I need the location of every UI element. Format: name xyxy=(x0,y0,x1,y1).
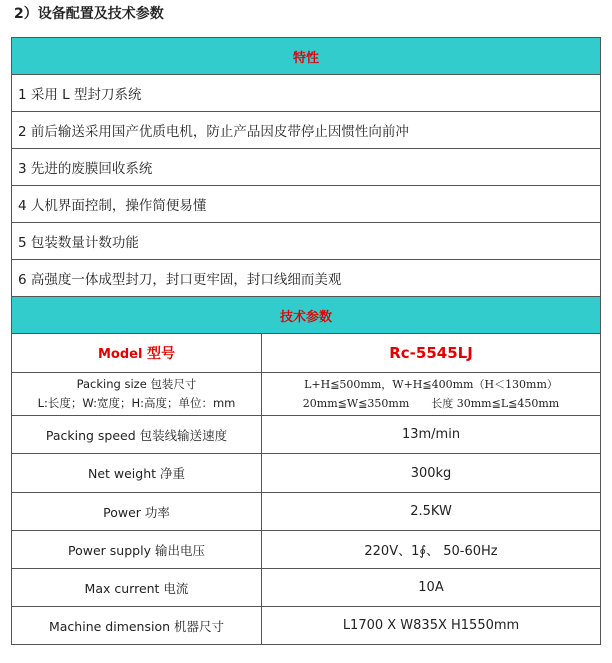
spec-value: 13m/min xyxy=(262,416,601,454)
feature-item: 6 高强度一体成型封刀，封口更牢固，封口线细而美观 xyxy=(12,260,601,297)
feature-row xyxy=(12,112,601,149)
specs-header-row xyxy=(12,297,601,334)
spec-label: Max current 电流 xyxy=(12,569,262,607)
feature-item: 1 采用 L 型封刀系统 xyxy=(12,75,601,112)
model-label-cn: 型号 xyxy=(146,346,175,362)
feature-item: 3 先进的废膜回收系统 xyxy=(12,149,601,186)
section-heading: 2）设备配置及技术参数 xyxy=(14,6,164,22)
packing-size-label-line2: L:长度；W:宽度；H:高度；单位：mm xyxy=(37,396,236,410)
spec-row xyxy=(12,416,601,454)
feature-item: 4 人机界面控制，操作简便易懂 xyxy=(12,186,601,223)
model-row xyxy=(12,334,601,373)
spec-label: Power 功率 xyxy=(12,493,262,531)
features-title: 特性 xyxy=(12,38,601,75)
spec-row xyxy=(12,493,601,531)
spec-row xyxy=(12,607,601,645)
spec-value: 220V、1∮、 50-60Hz xyxy=(262,531,601,569)
spec-label: Power supply 输出电压 xyxy=(12,531,262,569)
model-label-en: Model xyxy=(98,347,143,362)
feature-item: 2 前后输送采用国产优质电机，防止产品因皮带停止因惯性向前冲 xyxy=(12,112,601,149)
packing-size-value xyxy=(262,373,601,416)
feature-item: 5 包装数量计数功能 xyxy=(12,223,601,260)
spec-label: Packing speed 包装线输送速度 xyxy=(12,416,262,454)
feature-row xyxy=(12,186,601,223)
packing-size-label xyxy=(12,373,262,416)
model-label xyxy=(12,334,262,373)
packing-size-row xyxy=(12,373,601,416)
features-header-row xyxy=(12,38,601,75)
packing-size-value-line1: L+H≦500mm，W+H≦400mm（H＜130mm） xyxy=(304,378,558,391)
spec-row xyxy=(12,454,601,493)
spec-label: Machine dimension 机器尺寸 xyxy=(12,607,262,645)
spec-row xyxy=(12,569,601,607)
spec-value: 10A xyxy=(262,569,601,607)
packing-size-value-line2: 20mm≦W≦350mm 长度 30mm≦L≦450mm xyxy=(302,397,560,410)
feature-row xyxy=(12,223,601,260)
spec-label: Net weight 净重 xyxy=(12,454,262,493)
feature-row xyxy=(12,149,601,186)
spec-row xyxy=(12,531,601,569)
feature-row xyxy=(12,260,601,297)
specs-title: 技术参数 xyxy=(12,297,601,334)
spec-table xyxy=(11,37,601,645)
spec-value: 300kg xyxy=(262,454,601,493)
packing-size-label-line1: Packing size 包装尺寸 xyxy=(76,377,197,391)
feature-row xyxy=(12,75,601,112)
spec-value: L1700 X W835X H1550mm xyxy=(262,607,601,645)
model-value: Rc-5545LJ xyxy=(262,334,601,373)
spec-value: 2.5KW xyxy=(262,493,601,531)
